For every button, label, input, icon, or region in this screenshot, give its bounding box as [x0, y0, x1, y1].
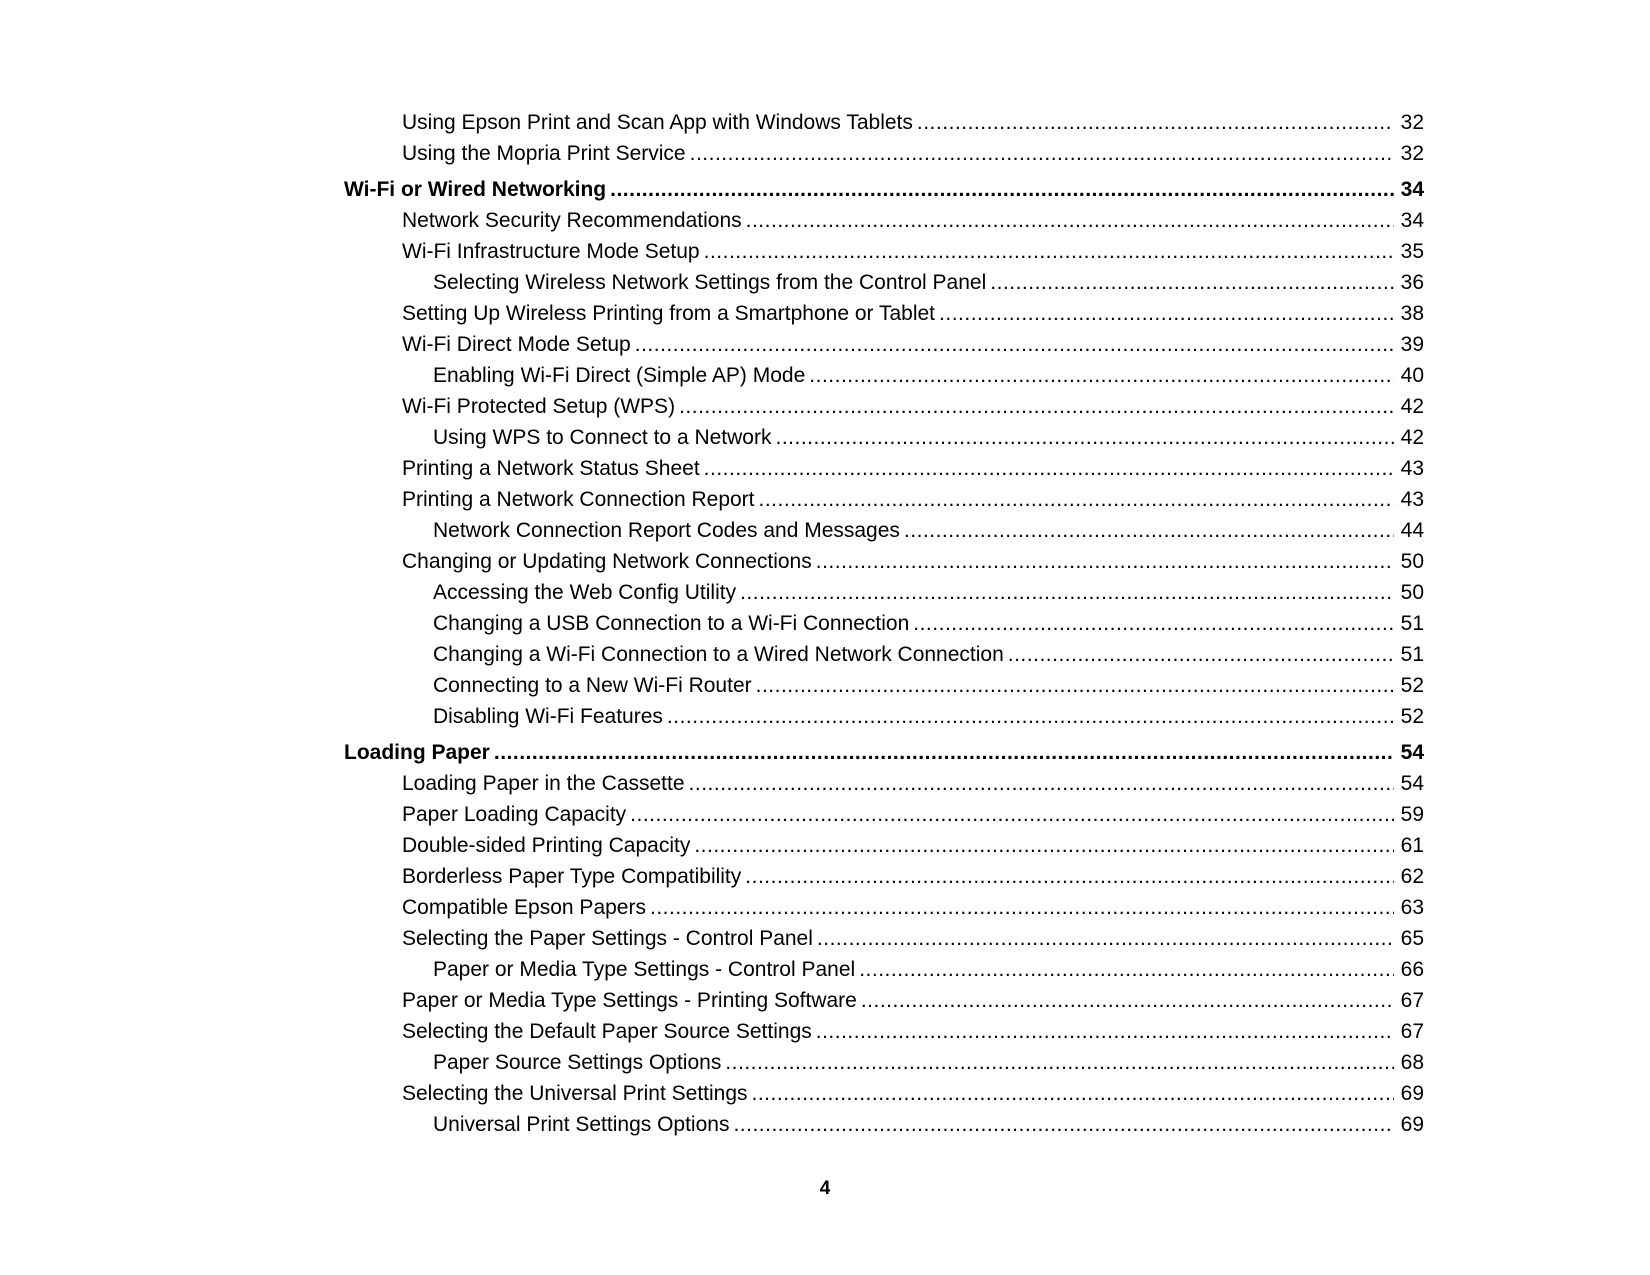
- toc-entry-title: Using the Mopria Print Service: [402, 142, 686, 165]
- toc-entry-page: 61: [1400, 834, 1424, 857]
- toc-entry-page: 65: [1400, 927, 1424, 950]
- toc-entry[interactable]: [344, 892, 1424, 923]
- toc-entry[interactable]: [344, 923, 1424, 954]
- toc-entry-page: 52: [1400, 674, 1424, 697]
- toc-entry-page: 32: [1400, 142, 1424, 165]
- dot-leader: [816, 546, 1394, 577]
- toc-entry[interactable]: [344, 298, 1424, 329]
- toc-entry-title: Selecting Wireless Network Settings from the Control Panel: [433, 271, 987, 294]
- dot-leader: [690, 138, 1394, 169]
- toc-entry-page: 69: [1400, 1082, 1424, 1105]
- dot-leader: [939, 298, 1394, 329]
- toc-entry-title: Network Security Recommendations: [402, 209, 742, 232]
- toc-section-entry[interactable]: [344, 174, 1424, 205]
- dot-leader: [630, 799, 1394, 830]
- toc-entry-title: Printing a Network Status Sheet: [402, 457, 700, 480]
- toc-entry-page: 42: [1400, 395, 1424, 418]
- dot-leader: [904, 515, 1394, 546]
- toc-entry-title: Printing a Network Connection Report: [402, 488, 755, 511]
- toc-entry[interactable]: [344, 1047, 1424, 1078]
- toc-entry-page: 52: [1400, 705, 1424, 728]
- toc-entry-title: Network Connection Report Codes and Messages: [433, 519, 900, 542]
- toc-entry-page: 34: [1400, 178, 1424, 201]
- toc-entry-page: 43: [1400, 457, 1424, 480]
- toc-entry-page: 67: [1400, 989, 1424, 1012]
- toc-entry-title: Universal Print Settings Options: [433, 1113, 730, 1136]
- toc-entry[interactable]: [344, 1109, 1424, 1140]
- dot-leader: [746, 205, 1394, 236]
- toc-entry-page: 66: [1400, 958, 1424, 981]
- toc-entry-title: Using WPS to Connect to a Network: [433, 426, 772, 449]
- dot-leader: [494, 737, 1394, 768]
- toc-entry-page: 51: [1400, 612, 1424, 635]
- dot-leader: [610, 174, 1394, 205]
- toc-entry[interactable]: [344, 515, 1424, 546]
- dot-leader: [679, 391, 1394, 422]
- dot-leader: [650, 892, 1394, 923]
- toc-entry-title: Connecting to a New Wi-Fi Router: [433, 674, 752, 697]
- dot-leader: [704, 453, 1394, 484]
- toc-entry-title: Accessing the Web Config Utility: [433, 581, 737, 604]
- dot-leader: [733, 1109, 1394, 1140]
- dot-leader: [990, 267, 1394, 298]
- toc-entry[interactable]: [344, 360, 1424, 391]
- toc-entry-page: 67: [1400, 1020, 1424, 1043]
- toc-entry-title: Paper or Media Type Settings - Printing Software: [402, 989, 857, 1012]
- toc-entry-page: 54: [1400, 772, 1424, 795]
- toc-entry-title: Loading Paper: [344, 741, 490, 764]
- dot-leader: [756, 670, 1394, 701]
- toc-entry[interactable]: [344, 608, 1424, 639]
- toc-entry-page: 63: [1400, 896, 1424, 919]
- toc-entry-title: Wi-Fi Infrastructure Mode Setup: [402, 240, 700, 263]
- toc-entry-page: 36: [1400, 271, 1424, 294]
- toc-entry-page: 59: [1400, 803, 1424, 826]
- toc-entry[interactable]: [344, 546, 1424, 577]
- dot-leader: [913, 608, 1394, 639]
- toc-entry-page: 42: [1400, 426, 1424, 449]
- toc-entry-title: Setting Up Wireless Printing from a Smartphone or Tablet: [402, 302, 936, 325]
- toc-entry-page: 40: [1400, 364, 1424, 387]
- toc-entry-page: 44: [1400, 519, 1424, 542]
- toc-entry-page: 35: [1400, 240, 1424, 263]
- toc-entry-page: 62: [1400, 865, 1424, 888]
- toc-entry[interactable]: [344, 701, 1424, 732]
- dot-leader: [635, 329, 1394, 360]
- toc-entry[interactable]: [344, 138, 1424, 169]
- toc-entry[interactable]: [344, 1078, 1424, 1109]
- toc-entry[interactable]: [344, 577, 1424, 608]
- dot-leader: [689, 768, 1394, 799]
- dot-leader: [740, 577, 1394, 608]
- toc-entry-title: Disabling Wi-Fi Features: [433, 705, 663, 728]
- toc-entry-page: 50: [1400, 550, 1424, 573]
- dot-leader: [809, 360, 1394, 391]
- toc-entry-page: 39: [1400, 333, 1424, 356]
- dot-leader: [759, 484, 1394, 515]
- dot-leader: [917, 107, 1394, 138]
- toc-entry-page: 51: [1400, 643, 1424, 666]
- toc-entry-title: Paper Loading Capacity: [402, 803, 627, 826]
- toc-entry[interactable]: [344, 391, 1424, 422]
- toc-entry[interactable]: [344, 1016, 1424, 1047]
- toc-entry-title: Double-sided Printing Capacity: [402, 834, 691, 857]
- dot-leader: [1008, 639, 1394, 670]
- toc-entry-title: Paper Source Settings Options: [433, 1051, 722, 1074]
- dot-leader: [667, 701, 1394, 732]
- toc-entry-page: 43: [1400, 488, 1424, 511]
- toc-entry-page: 32: [1400, 111, 1424, 134]
- toc-entry-page: 50: [1400, 581, 1424, 604]
- dot-leader: [745, 861, 1394, 892]
- toc-entry-title: Paper or Media Type Settings - Control Panel: [433, 958, 856, 981]
- table-of-contents: [344, 107, 1424, 1140]
- toc-entry[interactable]: [344, 768, 1424, 799]
- dot-leader: [816, 1016, 1394, 1047]
- toc-entry[interactable]: [344, 267, 1424, 298]
- toc-entry-title: Changing a USB Connection to a Wi-Fi Connection: [433, 612, 910, 635]
- toc-entry-title: Using Epson Print and Scan App with Windows Tablets: [402, 111, 913, 134]
- toc-entry[interactable]: [344, 985, 1424, 1016]
- toc-entry[interactable]: [344, 799, 1424, 830]
- toc-entry[interactable]: [344, 205, 1424, 236]
- dot-leader: [725, 1047, 1394, 1078]
- toc-entry-title: Wi-Fi Protected Setup (WPS): [402, 395, 676, 418]
- toc-entry-title: Wi-Fi or Wired Networking: [344, 178, 607, 201]
- toc-entry[interactable]: [344, 484, 1424, 515]
- toc-entry-page: 54: [1400, 741, 1424, 764]
- toc-entry-page: 69: [1400, 1113, 1424, 1136]
- toc-entry[interactable]: [344, 639, 1424, 670]
- toc-entry-title: Wi-Fi Direct Mode Setup: [402, 333, 631, 356]
- toc-entry-title: Enabling Wi-Fi Direct (Simple AP) Mode: [433, 364, 806, 387]
- toc-entry-page: 34: [1400, 209, 1424, 232]
- toc-entry-page: 68: [1400, 1051, 1424, 1074]
- toc-entry[interactable]: [344, 830, 1424, 861]
- toc-entry[interactable]: [344, 954, 1424, 985]
- toc-entry-title: Selecting the Universal Print Settings: [402, 1082, 748, 1105]
- toc-entry[interactable]: [344, 453, 1424, 484]
- toc-entry-title: Changing or Updating Network Connections: [402, 550, 812, 573]
- dot-leader: [861, 985, 1394, 1016]
- toc-entry[interactable]: [344, 422, 1424, 453]
- dot-leader: [752, 1078, 1394, 1109]
- toc-entry[interactable]: [344, 107, 1424, 138]
- dot-leader: [817, 923, 1394, 954]
- toc-entry[interactable]: [344, 329, 1424, 360]
- page-number: 4: [819, 1178, 831, 1199]
- toc-entry-title: Compatible Epson Papers: [402, 896, 646, 919]
- toc-entry-title: Selecting the Paper Settings - Control Panel: [402, 927, 813, 950]
- toc-entry[interactable]: [344, 861, 1424, 892]
- toc-entry-title: Changing a Wi-Fi Connection to a Wired Network Connection: [433, 643, 1004, 666]
- toc-entry-title: Selecting the Default Paper Source Settings: [402, 1020, 812, 1043]
- toc-entry-title: Borderless Paper Type Compatibility: [402, 865, 742, 888]
- toc-entry[interactable]: [344, 236, 1424, 267]
- dot-leader: [859, 954, 1394, 985]
- dot-leader: [704, 236, 1394, 267]
- dot-leader: [694, 830, 1394, 861]
- toc-entry-page: 38: [1400, 302, 1424, 325]
- toc-entry-title: Loading Paper in the Cassette: [402, 772, 685, 795]
- dot-leader: [775, 422, 1394, 453]
- toc-section-entry[interactable]: [344, 737, 1424, 768]
- toc-entry[interactable]: [344, 670, 1424, 701]
